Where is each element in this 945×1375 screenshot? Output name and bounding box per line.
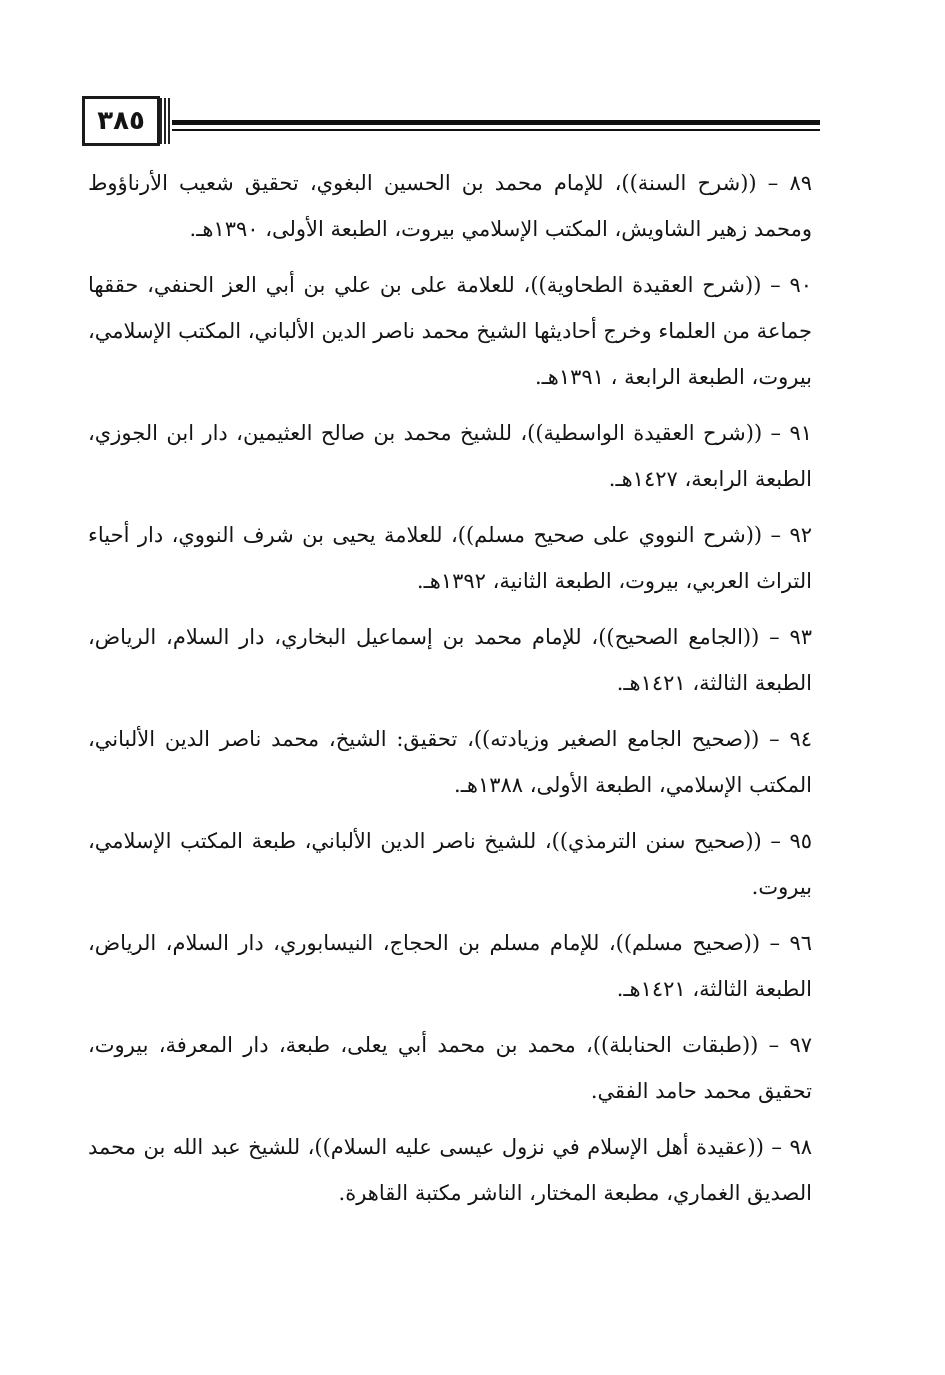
bibliography-entry-98: ٩٨ – ((عقيدة أهل الإسلام في نزول عيسى عليه السلام))، للشيخ عبد الله بن محمد الصديق الغماري، مطبعة المختار، الناشر مكتبة القاهرة.	[88, 1135, 812, 1205]
page-header	[82, 96, 820, 152]
bibliography-entry-90: ٩٠ – ((شرح العقيدة الطحاوية))، للعلامة على بن علي بن أبي العز الحنفي، حققها جماعة من العلماء وخرج أحاديثها الشيخ محمد ناصر الدين الألباني، المكتب الإسلامي، بيروت، الطبعة الرابعة ، ١٣٩١هـ.	[88, 273, 812, 389]
header-ornament	[160, 98, 172, 144]
bibliography-entry-95: ٩٥ – ((صحيح سنن الترمذي))، للشيخ ناصر الدين الألباني، طبعة المكتب الإسلامي، بيروت.	[88, 829, 812, 899]
bibliography-entry-92: ٩٢ – ((شرح النووي على صحيح مسلم))، للعلامة يحيى بن شرف النووي، دار أحياء التراث العربي، بيروت، الطبعة الثانية، ١٣٩٢هـ.	[88, 523, 812, 593]
page-number: ٣٨٥	[82, 96, 160, 146]
bibliography-entry-94: ٩٤ – ((صحيح الجامع الصغير وزيادته))، تحقيق: الشيخ، محمد ناصر الدين الألباني، المكتب الإسلامي، الطبعة الأولى، ١٣٨٨هـ.	[88, 727, 812, 797]
bibliography-entry-97: ٩٧ – ((طبقات الحنابلة))، محمد بن محمد أبي يعلى، طبعة، دار المعرفة، بيروت، تحقيق محمد حامد الفقي.	[88, 1033, 812, 1103]
bibliography-entry-91: ٩١ – ((شرح العقيدة الواسطية))، للشيخ محمد بن صالح العثيمين، دار ابن الجوزي، الطبعة الرابعة، ١٤٢٧هـ.	[88, 421, 812, 491]
bibliography-list	[88, 160, 812, 1226]
header-rule-thin	[172, 129, 820, 131]
bibliography-entry-89: ٨٩ – ((شرح السنة))، للإمام محمد بن الحسين البغوي، تحقيق شعيب الأرناؤوط ومحمد زهير الشاويش، المكتب الإسلامي بيروت، الطبعة الأولى، ١٣٩٠هـ.	[88, 171, 812, 241]
bibliography-entry-93: ٩٣ – ((الجامع الصحيح))، للإمام محمد بن إسماعيل البخاري، دار السلام، الرياض، الطبعة الثالثة، ١٤٢١هـ.	[88, 625, 812, 695]
bibliography-entry-96: ٩٦ – ((صحيح مسلم))، للإمام مسلم بن الحجاج، النيسابوري، دار السلام، الرياض، الطبعة الثالثة، ١٤٢١هـ.	[88, 931, 812, 1001]
header-rule	[172, 120, 820, 125]
